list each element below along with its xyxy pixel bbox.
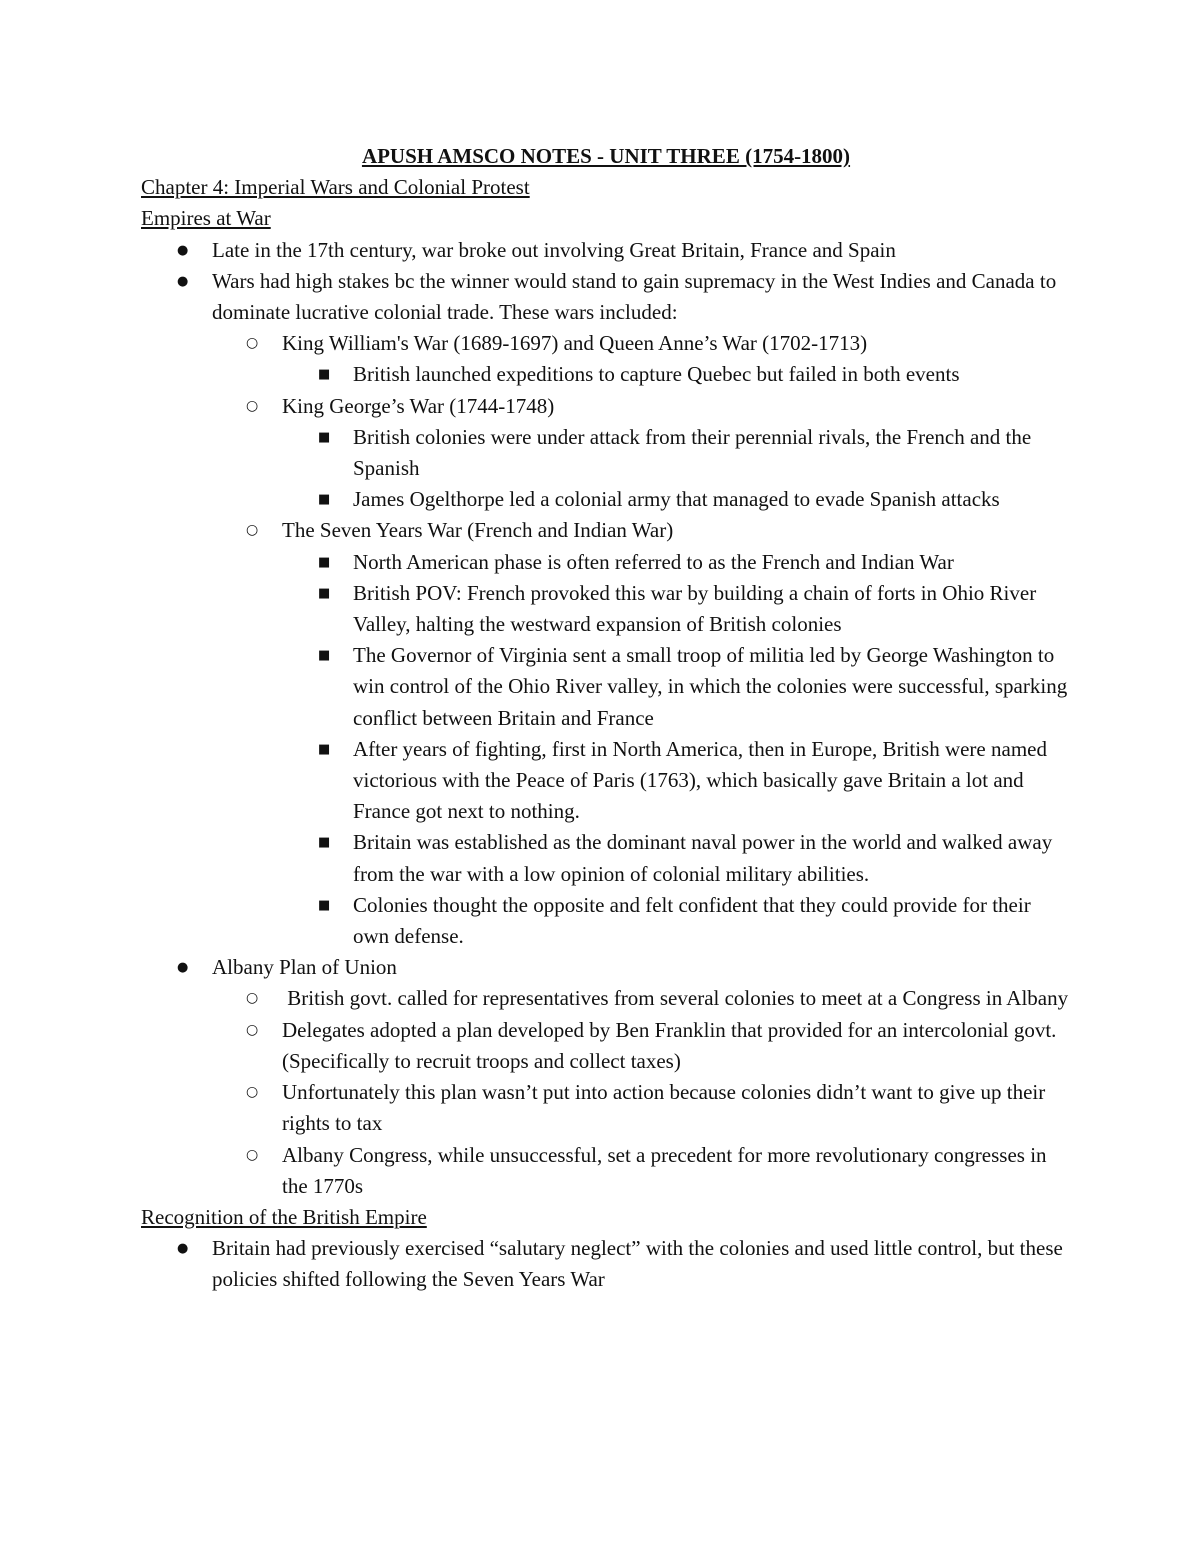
wars-list: [212, 328, 1071, 952]
square-bullet-icon: ■: [318, 585, 331, 601]
list-item: [282, 890, 1071, 952]
list-item: [282, 640, 1071, 734]
square-bullet-icon: ■: [318, 835, 331, 851]
list-item: [212, 1015, 1071, 1077]
list-item: [282, 547, 1071, 578]
circle-bullet-icon: ○: [246, 522, 259, 539]
sub-list: [282, 359, 1071, 390]
document-title: APUSH AMSCO NOTES - UNIT THREE (1754-1800): [361, 144, 851, 168]
square-bullet-icon: ■: [318, 492, 331, 508]
list-item: [282, 422, 1071, 484]
list-item-text: British govt. called for representatives from several colonies to meet at a Congress in Albany: [282, 986, 1069, 1011]
sub-list: [282, 422, 1071, 516]
document-body: [141, 141, 1071, 1296]
list-item: [212, 983, 1071, 1014]
list-item-text: The Seven Years War (French and Indian War): [282, 518, 674, 543]
list-item: [282, 734, 1071, 828]
recognition-list: [141, 1233, 1071, 1295]
list-item-text: British POV: French provoked this war by building a chain of forts in Ohio River Valley, halting the westward expansion of British colonies: [353, 580, 1037, 637]
disc-bullet-icon: ●: [177, 273, 189, 289]
square-bullet-icon: ■: [318, 367, 331, 383]
circle-bullet-icon: ○: [246, 1084, 259, 1101]
disc-bullet-icon: ●: [177, 242, 189, 258]
list-item: [212, 1077, 1071, 1139]
square-bullet-icon: ■: [318, 554, 331, 570]
list-item: [212, 328, 1071, 390]
list-item: [282, 359, 1071, 390]
list-item-text: King William's War (1689-1697) and Queen Anne’s War (1702-1713): [282, 331, 868, 356]
list-item-text: Albany Plan of Union: [212, 955, 397, 980]
square-bullet-icon: ■: [318, 897, 331, 913]
list-item: [141, 952, 1071, 1202]
list-item-text: Albany Congress, while unsuccessful, set a precedent for more revolutionary congresses in the 1770s: [282, 1142, 1047, 1198]
list-item-text: Britain had previously exercised “salutary neglect” with the colonies and used little control, but these policies shifted following the Seven Years War: [212, 1236, 1063, 1292]
list-item-text: James Ogelthorpe led a colonial army that managed to evade Spanish attacks: [353, 487, 1000, 512]
list-item-text: British colonies were under attack from their perennial rivals, the French and the Spanish: [353, 424, 1032, 481]
section-heading-recognition-of-british-empire: Recognition of the British Empire: [141, 1204, 427, 1229]
circle-bullet-icon: ○: [246, 990, 259, 1007]
square-bullet-icon: ■: [318, 648, 331, 664]
albany-plan-list: [212, 983, 1071, 1201]
circle-bullet-icon: ○: [246, 1146, 259, 1163]
square-bullet-icon: ■: [318, 429, 331, 445]
list-item: [141, 235, 1071, 266]
sub-list: [282, 547, 1071, 953]
list-item-text: Wars had high stakes bc the winner would stand to gain supremacy in the West Indies and Canada to dominate lucrative colonial trade. These wars included:: [212, 268, 1057, 325]
list-item-text: British launched expeditions to capture Quebec but failed in both events: [353, 362, 960, 387]
disc-bullet-icon: ●: [177, 960, 189, 976]
list-item-text: Late in the 17th century, war broke out involving Great Britain, France and Spain: [212, 237, 896, 262]
empires-at-war-list: [141, 235, 1071, 1202]
circle-bullet-icon: ○: [246, 1021, 259, 1038]
list-item: [282, 578, 1071, 640]
list-item-text: Delegates adopted a plan developed by Ben Franklin that provided for an intercolonial govt. (Specifically to recruit troops and collect taxes): [282, 1017, 1057, 1073]
list-item-text: Unfortunately this plan wasn’t put into action because colonies didn’t want to give up their rights to tax: [282, 1080, 1046, 1136]
circle-bullet-icon: ○: [246, 335, 259, 352]
list-item-text: King George’s War (1744-1748): [282, 393, 555, 418]
list-item-text: North American phase is often referred to as the French and Indian War: [353, 549, 954, 574]
section-heading-empires-at-war: Empires at War: [141, 206, 271, 231]
disc-bullet-icon: ●: [177, 1241, 189, 1257]
chapter-heading: Chapter 4: Imperial Wars and Colonial Protest: [141, 175, 530, 200]
list-item: [141, 266, 1071, 952]
circle-bullet-icon: ○: [246, 397, 259, 414]
list-item: [212, 515, 1071, 952]
list-item-text: The Governor of Virginia sent a small troop of militia led by George Washington to win control of the Ohio River valley, in which the colonies were successful, sparking conflict between Britain and France: [353, 643, 1068, 730]
list-item-text: Britain was established as the dominant naval power in the world and walked away from the war with a low opinion of colonial military abilities.: [353, 830, 1053, 886]
list-item: [212, 1140, 1071, 1202]
list-item-text: Colonies thought the opposite and felt confident that they could provide for their own defense.: [353, 892, 1031, 949]
list-item-text: After years of fighting, first in North America, then in Europe, British were named victorious with the Peace of Paris (1763), which basically gave Britain a lot and France got next to nothing.: [353, 736, 1047, 824]
list-item: [282, 484, 1071, 515]
list-item: [282, 827, 1071, 889]
square-bullet-icon: ■: [318, 741, 331, 757]
list-item: [141, 1233, 1071, 1295]
list-item: [212, 391, 1071, 516]
